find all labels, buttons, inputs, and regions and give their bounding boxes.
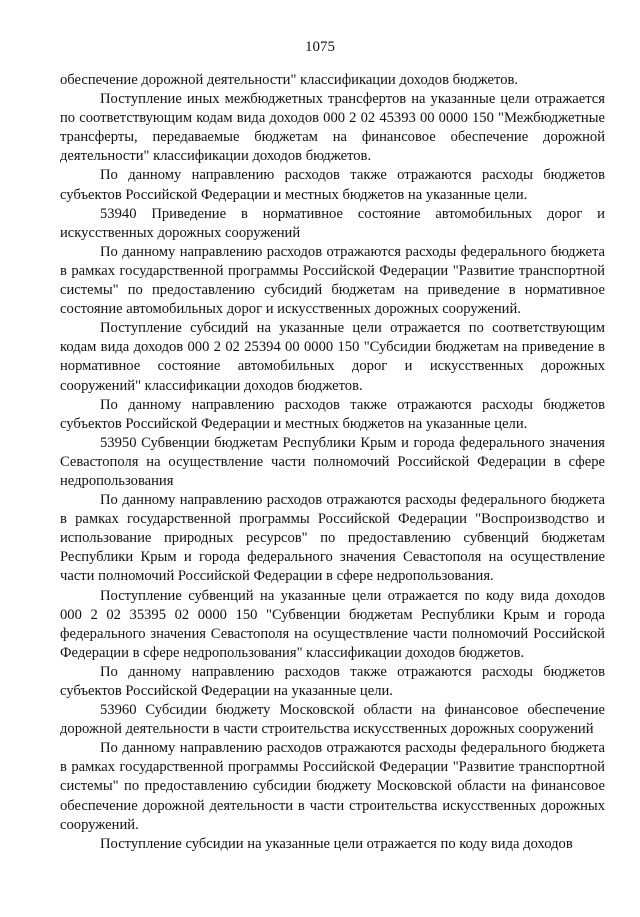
page-number: 1075 — [305, 39, 335, 55]
paragraph-53940-income: Поступление субсидий на указанные цели отражается по соответствующим кодам вида доходов 000 2 02 25394 00 0000 150 "Субсидии бюджетам на приведение в нормативное состояние автомобильных дорог и искусственных дорожных сооружений" классификации доходов бюджетов. — [60, 320, 605, 394]
code-heading-53960: 53960 Субсидии бюджету Московской области на финансовое обеспечение дорожной деятельности в части строительства искусственных дорожных сооружений — [60, 702, 605, 738]
paragraph-53950-description: По данному направлению расходов отражаются расходы федерального бюджета в рамках государственной программы Российской Федерации "Воспроизводство и использование природных ресурсов" по предоставлению субвенций бюджетам Республики Крым и города федерального значения Севастополя на осуществление части полномочий Российской Федерации в сфере недропользования. — [60, 492, 605, 585]
paragraph-also-reflected-1: По данному направлению расходов также отражаются расходы бюджетов субъектов Российской Федерации и местных бюджетов на указанные цели. — [60, 167, 605, 203]
code-heading-53950: 53950 Субвенции бюджетам Республики Крым и города федерального значения Севастополя на осуществление части полномочий Российской Федерации в сфере недропользования — [60, 434, 605, 489]
document-body — [60, 71, 605, 854]
paragraph-53940-description: По данному направлению расходов отражаются расходы федерального бюджета в рамках государственной программы Российской Федерации "Развитие транспортной системы" по предоставлению субсидий бюджетам на приведение в нормативное состояние автомобильных дорог и искусственных дорожных сооружений. — [60, 243, 605, 318]
paragraph-income-transfers: Поступление иных межбюджетных трансфертов на указанные цели отражается по соответствующим кодам вида доходов 000 2 02 45393 00 0000 150 "Межбюджетные трансферты, передаваемые бюджетам на финансовое обеспечение дорожной деятельности" классификации доходов бюджетов. — [60, 91, 605, 165]
paragraph-continuation: обеспечение дорожной деятельности" классификации доходов бюджетов. — [60, 72, 519, 88]
paragraph-also-reflected-2: По данному направлению расходов также отражаются расходы бюджетов субъектов Российской Федерации и местных бюджетов на указанные цели. — [60, 396, 605, 432]
paragraph-53960-income: Поступление субсидии на указанные цели отражается по коду вида доходов — [100, 835, 573, 852]
code-heading-53940: 53940 Приведение в нормативное состояние автомобильных дорог и искусственных дорожных сооружений — [60, 205, 605, 241]
paragraph-also-reflected-3: По данному направлению расходов также отражаются расходы бюджетов субъектов Российской Федерации на указанные цели. — [60, 663, 605, 699]
paragraph-53950-income: Поступление субвенций на указанные цели отражается по коду вида доходов 000 2 02 35395 02 0000 150 "Субвенции бюджетам Республики Крым и города федерального значения Севастополя на осуществление части полномочий Российской Федерации в сфере недропользования" классификации доходов бюджетов. — [60, 587, 605, 661]
paragraph-53960-description: По данному направлению расходов отражаются расходы федерального бюджета в рамках государственной программы Российской Федерации "Развитие транспортной системы" по предоставлению субсидии бюджету Московской области на финансовое обеспечение дорожной деятельности в части строительства искусственных дорожных сооружений. — [60, 740, 605, 833]
